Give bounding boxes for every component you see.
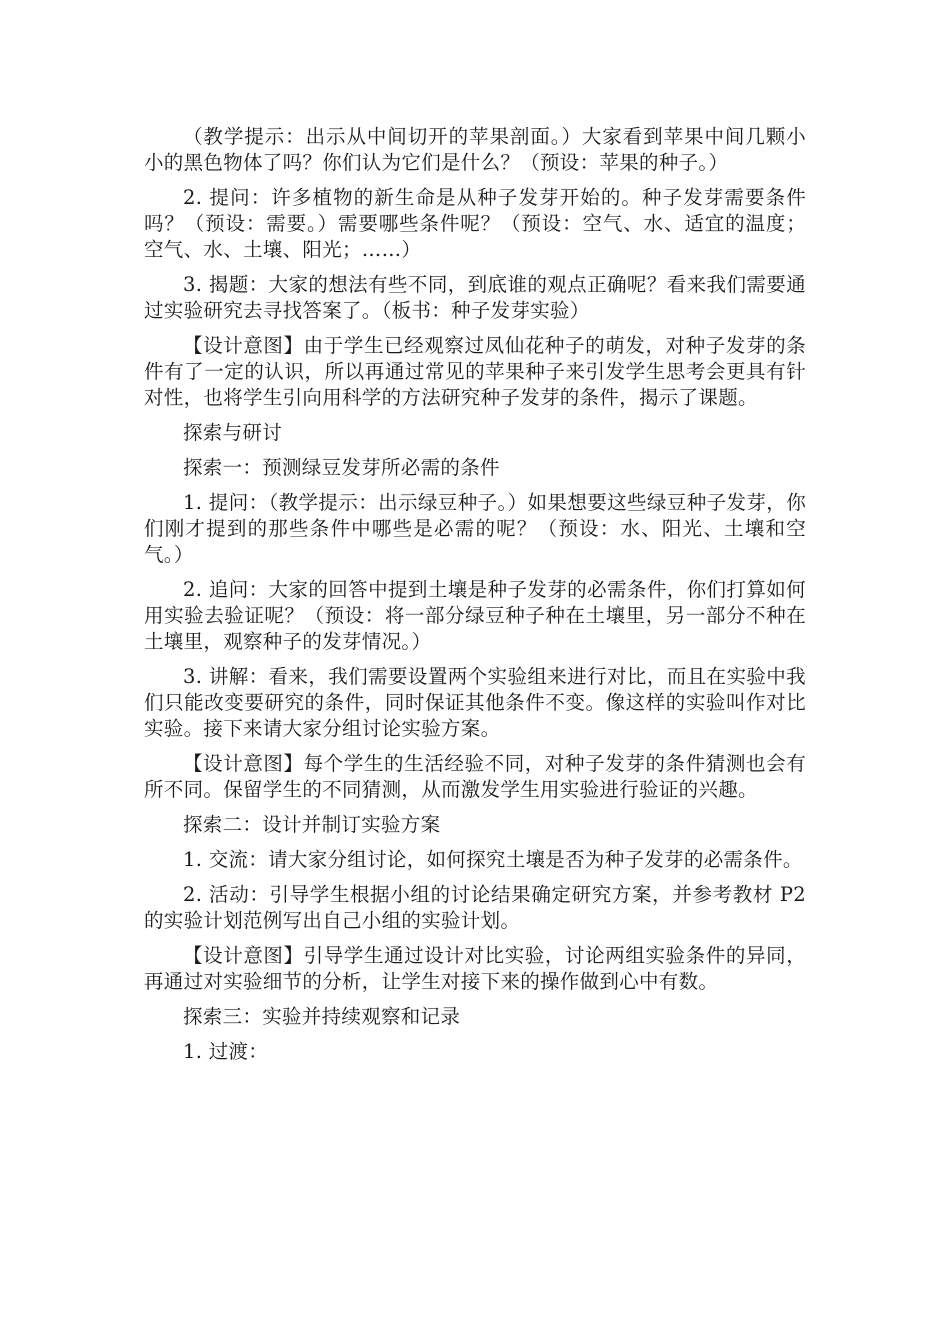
paragraph-reveal-topic: 3. 揭题：大家的想法有些不同，到底谁的观点正确呢？看来我们需要通过实验研究去寻找答案了。（板书：种子发芽实验） xyxy=(144,273,806,322)
section-heading-explore-3: 探索三：实验并持续观察和记录 xyxy=(183,1005,461,1028)
paragraph-explanation: 3. 讲解：看来，我们需要设置两个实验组来进行对比，而且在实验中我们只能改变要研究的条件，同时保证其他条件不变。像这样的实验叫作对比实验。接下来请大家分组讨论实验方案。 xyxy=(144,665,806,740)
paragraph-exchange: 1. 交流：请大家分组讨论，如何探究土壤是否为种子发芽的必需条件。 xyxy=(183,848,803,871)
paragraph-design-intent-3: 【设计意图】引导学生通过设计对比实验，讨论两组实验条件的异同，再通过对实验细节的分析，让学生对接下来的操作做到心中有数。 xyxy=(144,944,806,993)
section-heading-explore-1: 探索一：预测绿豆发芽所必需的条件 xyxy=(183,456,500,479)
paragraph-design-intent-1: 【设计意图】由于学生已经观察过凤仙花种子的萌发，对种子发芽的条件有了一定的认识，所以再通过常见的苹果种子来引发学生思考会更具有针对性，也将学生引向用科学的方法研究种子发芽的条件，揭示了课题。 xyxy=(144,334,806,409)
paragraph-transition: 1. 过渡： xyxy=(183,1040,269,1063)
document-page xyxy=(144,124,806,1074)
paragraph-design-intent-2: 【设计意图】每个学生的生活经验不同，对种子发芽的条件猜测也会有所不同。保留学生的不同猜测，从而激发学生用实验进行验证的兴趣。 xyxy=(144,752,806,801)
paragraph-follow-up: 2. 追问：大家的回答中提到土壤是种子发芽的必需条件，你们打算如何用实验去验证呢？（预设：将一部分绿豆种子种在土壤里，另一部分不种在土壤里，观察种子的发芽情况。） xyxy=(144,578,806,653)
paragraph-question-conditions: 2. 提问：许多植物的新生命是从种子发芽开始的。种子发芽需要条件吗？（预设：需要。）需要哪些条件呢？（预设：空气、水、适宜的温度；空气、水、土壤、阳光；……） xyxy=(144,186,806,261)
paragraph-apple-section: （教学提示：出示从中间切开的苹果剖面。）大家看到苹果中间几颗小小的黑色物体了吗？你们认为它们是什么？（预设：苹果的种子。） xyxy=(144,125,806,174)
paragraph-activity: 2. 活动：引导学生根据小组的讨论结果确定研究方案，并参考教材 P2 的实验计划范例写出自己小组的实验计划。 xyxy=(144,883,806,932)
section-heading-explore-2: 探索二：设计并制订实验方案 xyxy=(183,813,441,836)
section-heading-explore-discuss: 探索与研讨 xyxy=(183,421,283,444)
paragraph-question-mung-bean: 1. 提问：（教学提示：出示绿豆种子。）如果想要这些绿豆种子发芽，你们刚才提到的那些条件中哪些是必需的呢？（预设：水、阳光、土壤和空气。） xyxy=(144,491,806,566)
